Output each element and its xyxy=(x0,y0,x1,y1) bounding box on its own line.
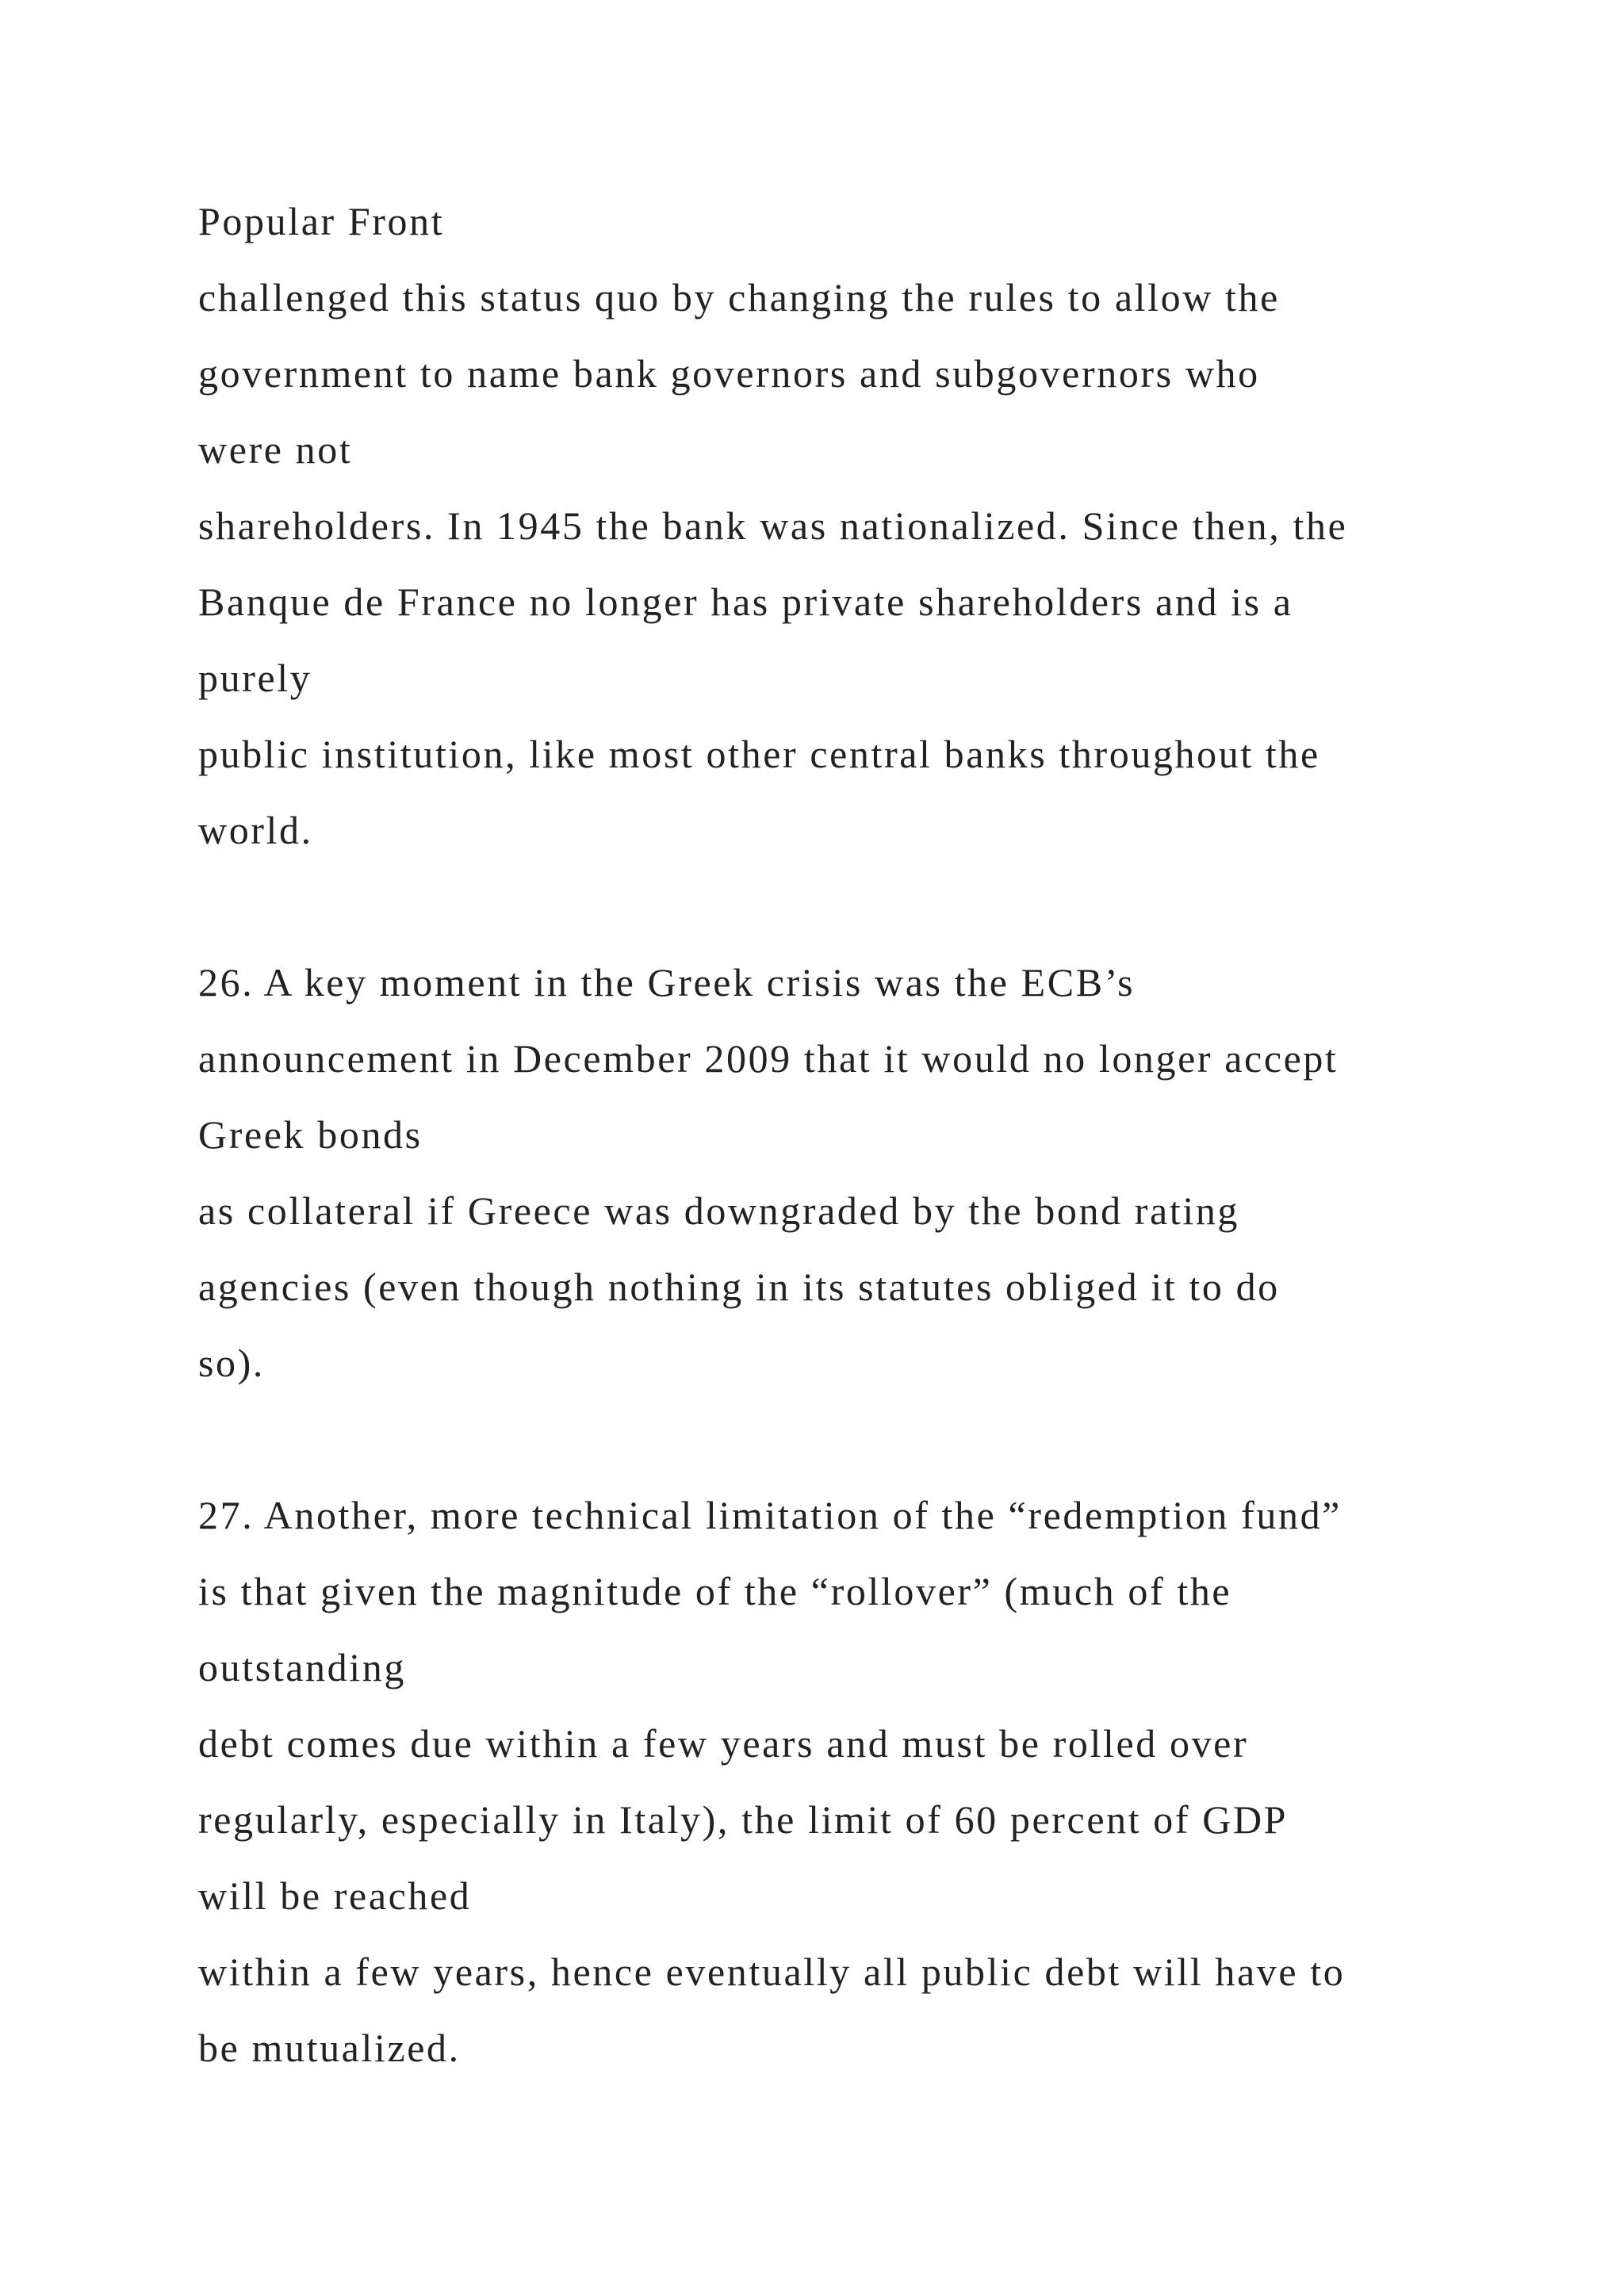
text-line: Banque de France no longer has private shareholders and is a xyxy=(198,580,1293,624)
text-line: be mutualized. xyxy=(198,2026,461,2070)
text-line: public institution, like most other central banks throughout the xyxy=(198,732,1320,776)
text-line: purely xyxy=(198,656,312,700)
footnote-27-line: 27. Another, more technical limitation of the “redemption fund” xyxy=(198,1493,1342,1537)
text-line: world. xyxy=(198,808,313,852)
text-line: debt comes due within a few years and must be rolled over xyxy=(198,1721,1249,1766)
text-line: Popular Front xyxy=(198,199,445,243)
text-line: within a few years, hence eventually all public debt will have to xyxy=(198,1950,1346,1994)
text-line: regularly, especially in Italy), the limit of 60 percent of GDP xyxy=(198,1797,1289,1842)
text-line: agencies (even though nothing in its statutes obliged it to do xyxy=(198,1265,1280,1309)
text-line: so). xyxy=(198,1341,266,1385)
text-line: government to name bank governors and subgovernors who xyxy=(198,351,1260,396)
text-line: announcement in December 2009 that it would no longer accept xyxy=(198,1036,1339,1081)
text-line: were not xyxy=(198,427,353,472)
text-line: as collateral if Greece was downgraded by the bond rating xyxy=(198,1188,1240,1233)
text-line: Greek bonds xyxy=(198,1112,423,1157)
text-line: challenged this status quo by changing the rules to allow the xyxy=(198,275,1280,320)
text-line: will be reached xyxy=(198,1873,472,1918)
footnote-26-line: 26. A key moment in the Greek crisis was the ECB’s xyxy=(198,960,1136,1004)
text-line: is that given the magnitude of the “rollover” (much of the xyxy=(198,1569,1232,1613)
text-line: outstanding xyxy=(198,1645,406,1689)
text-line: shareholders. In 1945 the bank was nationalized. Since then, the xyxy=(198,503,1348,548)
